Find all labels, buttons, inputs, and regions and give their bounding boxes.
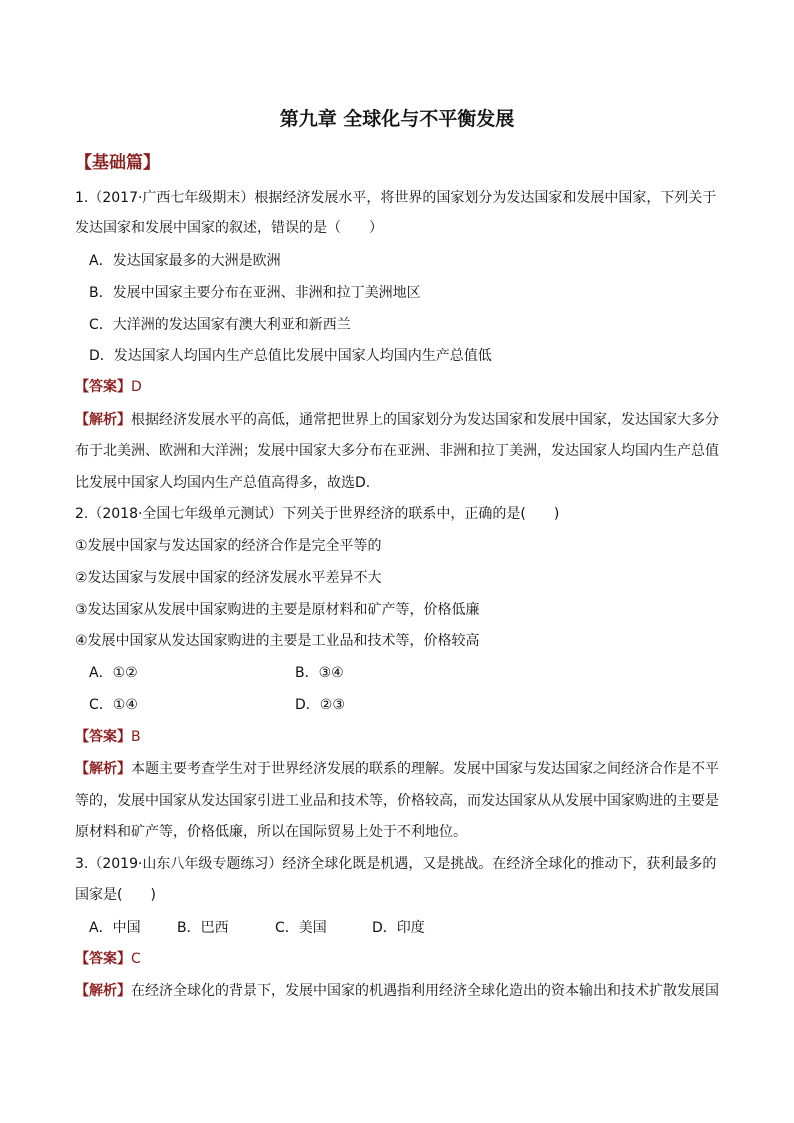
q2-analysis-line2: 等的，发展中国家从发达国家引进工业品和技术等，价格较高，而发达国家从从发展中国家购进的主要是 (75, 793, 719, 809)
q1-option-c: C．大洋洲的发达国家有澳大利亚和新西兰 (89, 317, 351, 333)
q1-analysis-line3: 比发展中国家人均国内生产总值高得多，故选D. (75, 475, 371, 491)
q1-stem-line1: 1.（2017·广西七年级期末）根据经济发展水平，将世界的国家划分为发达国家和发展中国家，下列关于 (75, 190, 717, 206)
q1-stem-line2: 发达国家和发展中国家的叙述，错误的是（ ） (75, 220, 383, 236)
q1-analysis-line1 (75, 411, 719, 429)
q3-stem-line2: 国家是( ) (75, 887, 156, 903)
q2-answer (75, 728, 141, 746)
q2-option-d: D．②③ (295, 697, 345, 713)
answer-label: 【答案】 (75, 729, 131, 745)
q2-analysis-text1: 本题主要考查学生对于世界经济发展的联系的理解。发展中国家与发达国家之间经济合作是不平 (131, 761, 719, 777)
q2-statement-4: ④发展中国家从发达国家购进的主要是工业品和技术等，价格较高 (75, 633, 480, 649)
q1-answer (75, 378, 142, 396)
q3-option-b: B．巴西 (177, 920, 229, 936)
q2-answer-value: B (131, 729, 141, 745)
q3-analysis-line1 (75, 982, 719, 1000)
q2-option-c: C．①④ (89, 697, 138, 713)
q2-statement-2: ②发达国家与发展中国家的经济发展水平差异不大 (75, 570, 382, 586)
q2-analysis-line1 (75, 760, 719, 778)
answer-label: 【答案】 (75, 951, 131, 967)
q2-option-b: B．③④ (295, 665, 344, 681)
section-heading: 【基础篇】 (75, 153, 160, 173)
analysis-label: 【解析】 (75, 983, 131, 999)
q3-option-d: D．印度 (372, 920, 425, 936)
q2-option-a: A．①② (89, 665, 138, 681)
page-title: 第九章 全球化与不平衡发展 (279, 108, 515, 130)
analysis-label: 【解析】 (75, 761, 131, 777)
q1-answer-value: D (131, 379, 142, 395)
q3-option-a: A．中国 (89, 920, 141, 936)
q1-option-d: D．发达国家人均国内生产总值比发展中国家人均国内生产总值低 (89, 348, 492, 364)
q3-analysis-text1: 在经济全球化的背景下，发展中国家的机遇指利用经济全球化造出的资本输出和技术扩散发展国 (131, 983, 719, 999)
q2-stem-line1: 2.（2018·全国七年级单元测试）下列关于世界经济的联系中，正确的是( ) (75, 506, 560, 522)
q1-analysis-text1: 根据经济发展水平的高低，通常把世界上的国家划分为发达国家和发展中国家，发达国家大多分 (131, 412, 719, 428)
q1-option-b: B．发展中国家主要分布在亚洲、非洲和拉丁美洲地区 (89, 285, 421, 301)
q3-option-c: C．美国 (275, 920, 327, 936)
q3-answer-value: C (131, 951, 141, 967)
q1-analysis-line2: 布于北美洲、欧洲和大洋洲；发展中国家大多分布在亚洲、非洲和拉丁美洲，发达国家人均国内生产总值 (75, 443, 719, 459)
analysis-label: 【解析】 (75, 412, 131, 428)
q3-stem-line1: 3.（2019·山东八年级专题练习）经济全球化既是机遇，又是挑战。在经济全球化的推动下，获利最多的 (75, 856, 717, 872)
q2-statement-1: ①发展中国家与发达国家的经济合作是完全平等的 (75, 538, 382, 554)
q2-statement-3: ③发达国家从发展中国家购进的主要是原材料和矿产等，价格低廉 (75, 602, 480, 618)
q2-analysis-line3: 原材料和矿产等，价格低廉，所以在国际贸易上处于不利地位。 (75, 824, 467, 840)
q3-answer (75, 950, 141, 968)
answer-label: 【答案】 (75, 379, 131, 395)
q1-option-a: A．发达国家最多的大洲是欧洲 (89, 253, 281, 269)
